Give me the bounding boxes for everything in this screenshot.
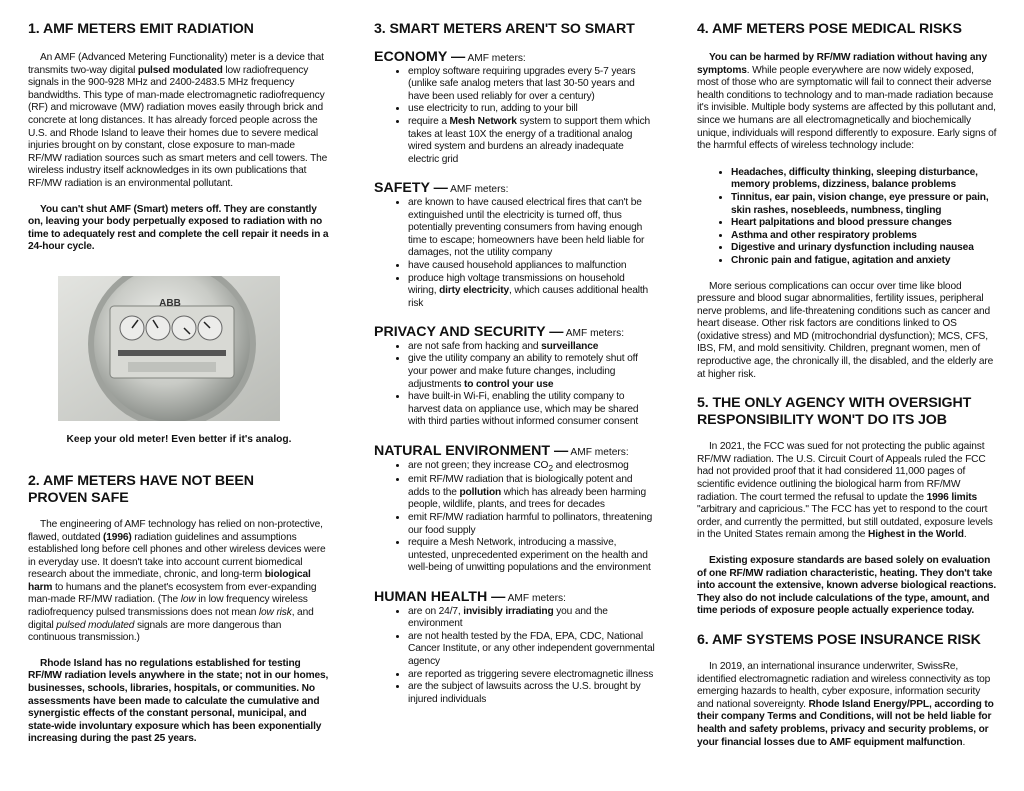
symptoms-list [697,167,997,268]
list-item: • require a Mesh Network, introducing a massive, untested, unprecedented experiment on the health and well-being of unwitting populations and the environment [408,537,655,575]
column-2 [374,0,655,706]
list-item: • Chronic pain and fatigue, agitation and anxiety [731,255,997,268]
meter-brand: ABB [159,298,181,309]
list-item: • are not safe from hacking and surveillance [408,341,655,354]
list-item: • Heart palpitations and blood pressure changes [731,217,997,230]
human-health-list [374,606,655,707]
safety-list [374,197,655,310]
paragraph-serious-complications: More serious complications can occur over time like blood pressure and blood sugar abnormalities, fertility issues, peripheral nerve problems, and life-threatening conditions such as cancer and heart disease. Other risk factors are conditions linked to OS (oxidative stress) and MD (mitrochondrial dysfunction); MCS, CFS, IBS, FM, and mold sensitivity. Children, pregnant women, men of reproductive age, the chronically ill, the disabled, and the elderly are at higher risk. [697,280,994,380]
heading-6: 6. AMF SYSTEMS POSE INSURANCE RISK [697,631,981,648]
list-item: • are reported as triggering severe electromagnetic illness [408,669,655,682]
list-item: • give the utility company an ability to remotely shut off your power and make future changes, including adjustments to control your use [408,353,655,391]
paragraph-always-on: You can't shut AMF (Smart) meters off. They are constantly on, leaving your body perpetually exposed to radiation with no time to adequately rest and complete the cell repair it needs in a 24-hour cycle. [28,203,329,253]
list-item: • emit RF/MW radiation harmful to pollinators, threatening our food supply [408,512,655,537]
paragraph-insurance-risk: In 2019, an international insurance underwriter, SwissRe, identified electromagnetic radiation and wireless connectivity as top emerging hazards to health, cyber exposure, information security and national sovereignty. Rhode Island Energy/PPL, according to their company Terms and Conditions, will not be held liable for health and safety problems, privacy and security problems, or your financial losses due to AMF equipment malfunction. [697,660,994,748]
economy-list [374,66,655,167]
paragraph-harm-without-symptoms: You can be harmed by RF/MW radiation without having any symptoms. While people everywhere are now widely exposed, most of those who are symptomatic will fail to connect their adverse health conditions to technology and to man-made radiation because it's invisible. Multiple body systems are affected by this pollutant and, since we humans are all electromagnetically and biochemically unique, individuals will respond differently to exposure. Early signs of the harmful effects of wireless technology include: [697,52,997,152]
list-item: • use electricity to run, adding to your bill [408,103,655,116]
paragraph-ri-regulations: Rhode Island has no regulations established for testing RF/MW radiation levels anywhere in the state; not in our homes, businesses, schools, libraries, hospitals, or communities. No assessments have been made to calculate the cumulative and synergistic effects of the constant personal, municipal, and state-wide involuntary exposure which has been exponentially increasing during the past 25 years. [28,657,329,745]
list-item: • Headaches, difficulty thinking, sleeping disturbance, memory problems, dizziness, balance problems [731,167,997,192]
subheading-safety: SAFETY — AMF meters: [374,180,509,197]
list-item: • require a Mesh Network system to support them which takes at least 10X the energy of a traditional analog wired system and burdens an already inadequate electric grid [408,116,655,166]
natural-environment-list [374,460,655,575]
paragraph-fcc-lawsuit: In 2021, the FCC was sued for not protecting the public against RF/MW radiation. The U.S. Circuit Court of Appeals ruled the FCC had not provided proof that it had considered 11,000 pages of scientific evidence outlining the biological harm from RF/MW radiation. The court termed the refusal to update the 1996 limits "arbitrary and capricious." The FCC has yet to respond to the court order, and currently the permitted, but still outdated, exposure levels in the United States remain among the Highest in the World. [697,441,993,541]
subheading-privacy: PRIVACY AND SECURITY — AMF meters: [374,324,625,341]
paragraph-exposure-standards: Existing exposure standards are based solely on evaluation of one RF/MW radiation characteristic, heating. They don't take into account the extensive, known adverse biological reactions. They also do not include calculations of the type, amount, and time periods of exposure people actually experience today. [697,555,997,617]
heading-1: 1. AMF METERS EMIT RADIATION [28,21,254,37]
subheading-human-health: HUMAN HEALTH — AMF meters: [374,589,566,605]
list-item: • produce high voltage transmissions on household wiring, dirty electricity, which causes additional health risk [408,273,655,311]
list-item: • employ software requiring upgrades every 5-7 years (unlike safe analog meters that last 30-50 years and have been used reliably for over a century) [408,66,655,104]
list-item: • are the subject of lawsuits across the U.S. brought by injured individuals [408,681,655,706]
heading-5: 5. THE ONLY AGENCY WITH OVERSIGHT RESPONSIBILITY WON'T DO ITS JOB [697,395,972,429]
subheading-natural-environment: NATURAL ENVIRONMENT — AMF meters: [374,443,629,460]
list-item: • have built-in Wi-Fi, enabling the utility company to harvest data on appliance use, which may be shared with third parties without informed consumer consent [408,391,655,429]
heading-2: 2. AMF METERS HAVE NOT BEEN PROVEN SAFE [28,472,254,506]
column-3 [697,0,997,749]
list-item: • have caused household appliances to malfunction [408,260,655,273]
subheading-economy: ECONOMY — AMF meters: [374,49,526,65]
paragraph-amf-definition: An AMF (Advanced Metering Functionality) meter is a device that transmits two-way digital pulsed modulated low radiofrequency signals in the 900-928 MHz and 2400-2483.5 MHz frequency bandwidths. This type of man-made electromagnetic radiofrequency (RF) and microwave (MW) radiation moves easily through brick and concrete at long distances. It has already forced people across the U.S. and Rhode Island to leave their homes due to severe medical injuries brought on by constant, close exposure to man-made RF/MW radiation sources such as smart meters and cell towers. The wireless industry itself acknowledges in its own publications that RF/MW radiation is an environmental pollutant. [28,52,328,189]
list-item: • Asthma and other respiratory problems [731,230,997,243]
list-item: • are known to have caused electrical fires that can't be extinguished until the electricity is turned off, thus potentially preventing consumers from having enough time to escape; homeowners have been held liable for damages, not the utility company [408,197,655,260]
list-item: • are not health tested by the FDA, EPA, CDC, National Cancer Institute, or any other independent governmental agency [408,631,655,669]
meter-photo [58,276,280,421]
heading-3: 3. SMART METERS AREN'T SO SMART [374,21,635,37]
list-item: • are not green; they increase $CO_2$ and electrosmog [408,460,655,475]
list-item: • Tinnitus, ear pain, vision change, eye pressure or pain, skin rashes, nosebleeds, numbness, tingling [731,192,997,217]
photo-caption: Keep your old meter! Even better if it's analog. [66,434,292,445]
list-item: • Digestive and urinary dysfunction including nausea [731,242,997,255]
list-item: • emit RF/MW radiation that is biologically potent and adds to the pollution which has already been harming people, wildlife, plants, and trees for decades [408,474,655,512]
privacy-list [374,341,655,429]
electric-meter-icon [58,276,280,421]
paragraph-engineering: The engineering of AMF technology has relied on non-protective, flawed, outdated (1996) radiation guidelines and assumptions established long before cell phones and other wireless devices were in everyday use. It doesn't take into account current biomedical research about the immediate, chronic, and long-term biological harm to humans and the planet's ecosystem from ever-expanding man-made RF/MW radiation. (The low in low frequency wireless radiofrequency pulsed transmissions does not mean low risk, and digital pulsed modulated signals are more dangerous than continuous transmission.) [28,518,326,644]
heading-4: 4. AMF METERS POSE MEDICAL RISKS [697,21,962,37]
list-item: • are on 24/7, invisibly irradiating you and the environment [408,606,655,631]
